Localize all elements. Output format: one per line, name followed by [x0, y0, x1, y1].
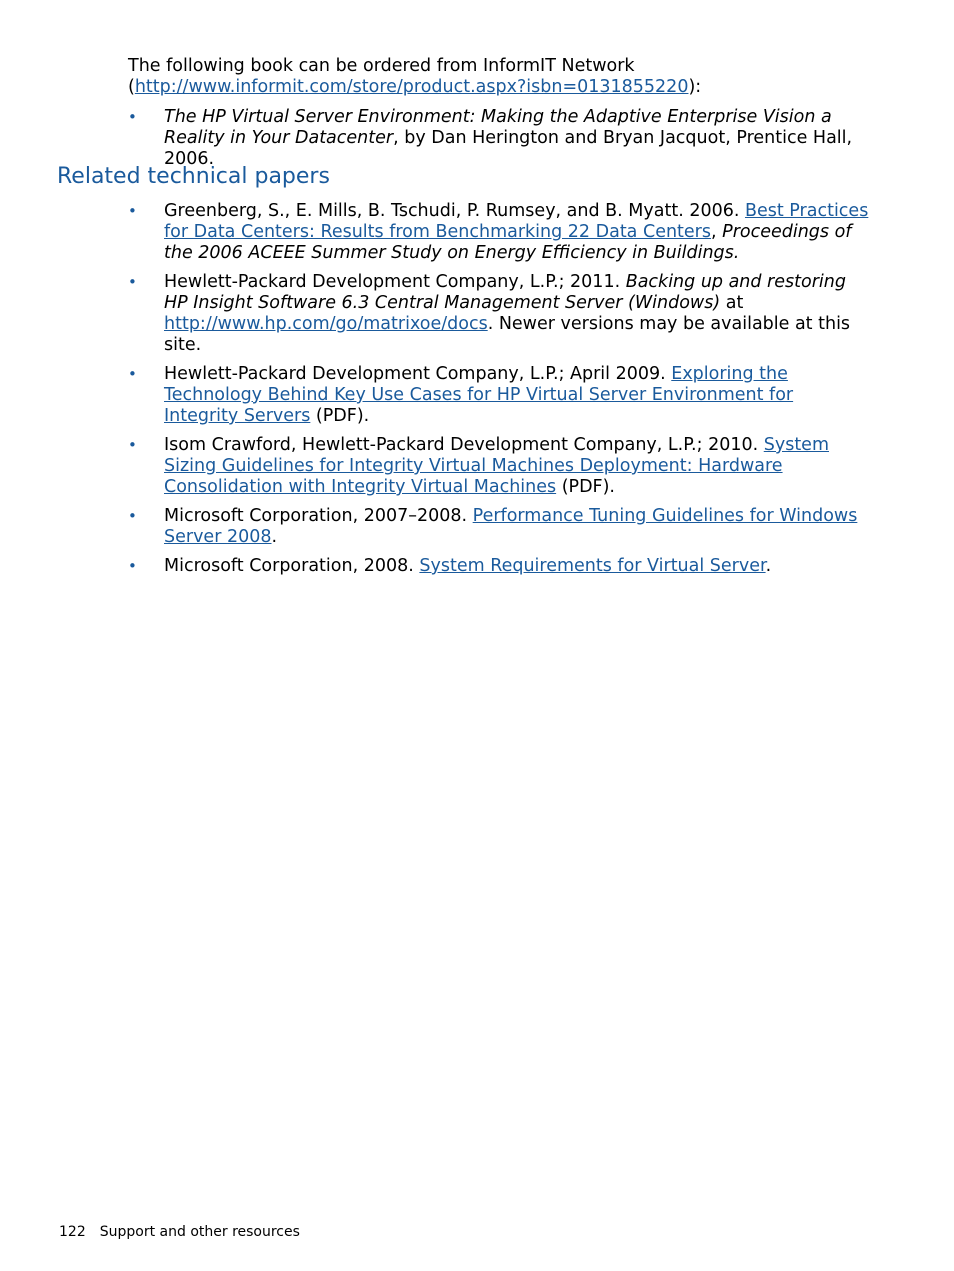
list-item [128, 201, 870, 264]
informit-link[interactable]: http://www.informit.com/store/product.aspx?isbn=0131855220 [134, 77, 689, 97]
paper-text: . [765, 556, 772, 576]
list-item [128, 272, 870, 356]
page-number: 122 [59, 1224, 86, 1240]
paper-text: . Newer versions may be available at this site. [164, 314, 851, 355]
paper-link[interactable]: Best Practices for Data Centers: Results from Benchmarking 22 Data Centers [164, 201, 869, 242]
paper-link[interactable]: System Requirements for Virtual Server [419, 556, 766, 576]
paper-link[interactable]: System Sizing Guidelines for Integrity Virtual Machines Deployment: Hardware Consolidation with Integrity Virtual Machines [164, 435, 829, 497]
paper-text: (PDF). [310, 406, 370, 426]
list-item [128, 506, 870, 548]
list-item [128, 107, 856, 170]
paper-text: Microsoft Corporation, 2007–2008. [164, 506, 473, 526]
footer-label: Support and other resources [99, 1224, 300, 1240]
bullet-icon: • [128, 507, 137, 525]
book-details: , by Dan Herington and Bryan Jacquot, Prentice Hall, 2006. [164, 128, 853, 169]
paper-text: . [271, 527, 278, 547]
intro-text-end: ): [688, 77, 702, 97]
bullet-icon: • [128, 365, 137, 383]
papers-list [128, 201, 870, 577]
paper-link[interactable]: http://www.hp.com/go/matrixoe/docs [164, 314, 488, 334]
paper-text: at [720, 293, 744, 313]
bullet-icon: • [128, 436, 137, 454]
paper-text: Hewlett-Packard Development Company, L.P.; April 2009. [164, 364, 672, 384]
list-item [128, 435, 870, 498]
page-footer [59, 1223, 300, 1241]
paper-link[interactable]: Exploring the Technology Behind Key Use Cases for HP Virtual Server Environment for Integrity Servers [164, 364, 794, 426]
bullet-icon: • [128, 108, 137, 126]
paper-italic: Proceedings of the 2006 ACEEE Summer Study on Energy Efficiency in Buildings. [164, 222, 852, 263]
intro-paragraph [128, 56, 848, 98]
bullet-icon: • [128, 557, 137, 575]
paper-text: Greenberg, S., E. Mills, B. Tschudi, P. Rumsey, and B. Myatt. 2006. [164, 201, 745, 221]
paper-text: Hewlett-Packard Development Company, L.P.; 2011. [164, 272, 626, 292]
paper-link[interactable]: Performance Tuning Guidelines for Windows Server 2008 [164, 506, 858, 547]
bullet-icon: • [128, 202, 137, 220]
book-title: The HP Virtual Server Environment: Making the Adaptive Enterprise Vision a Reality in Your Datacenter [164, 107, 832, 148]
papers-block [128, 201, 870, 585]
list-item [128, 364, 870, 427]
bullet-icon: • [128, 273, 137, 291]
paper-italic: Backing up and restoring HP Insight Software 6.3 Central Management Server (Windows) [164, 272, 846, 313]
section-title: Related technical papers [57, 164, 330, 189]
list-item [128, 556, 870, 577]
paper-text: , [711, 222, 723, 242]
intro-text: The following book can be ordered from InformIT Network ( [128, 56, 635, 97]
paper-text: (PDF). [556, 477, 615, 497]
paper-text: Isom Crawford, Hewlett-Packard Development Company, L.P.; 2010. [164, 435, 764, 455]
book-list [128, 107, 856, 170]
intro-block [128, 56, 853, 178]
paper-text: Microsoft Corporation, 2008. [164, 556, 420, 576]
